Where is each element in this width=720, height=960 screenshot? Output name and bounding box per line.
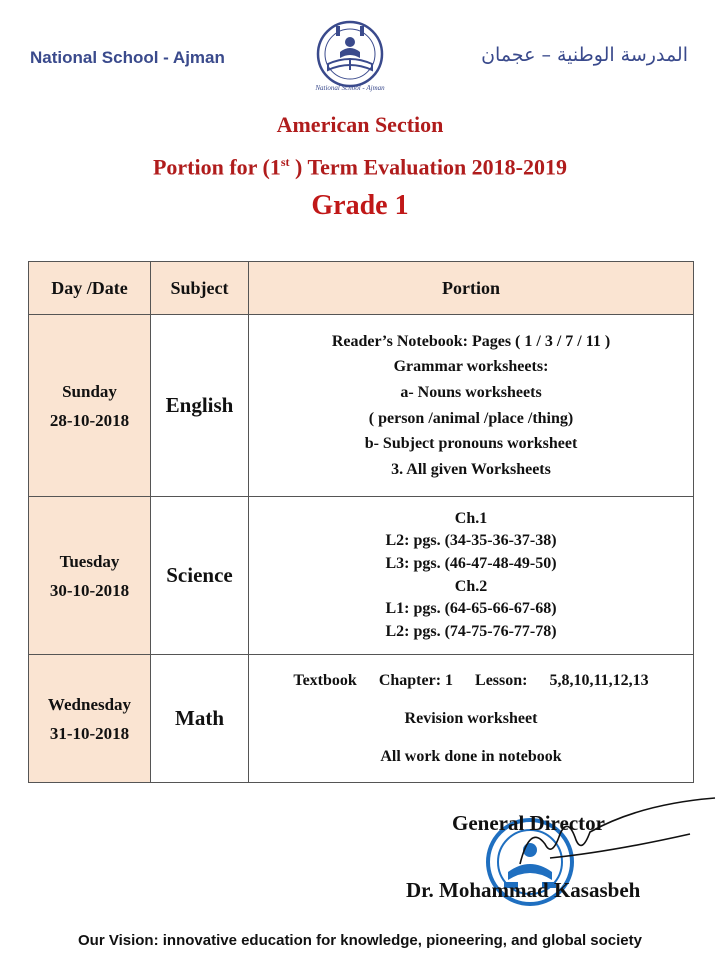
subject-cell: Math [151, 655, 249, 783]
header-portion: Portion [249, 262, 694, 315]
portion-line: L3: pgs. (46-47-48-49-50) [385, 554, 557, 572]
day-cell [29, 497, 151, 655]
day-cell [29, 315, 151, 497]
portion-line: L2: pgs. (34-35-36-37-38) [385, 532, 557, 550]
letterhead [0, 0, 720, 100]
chapter-label: Chapter: 1 [378, 671, 454, 689]
document-titles [0, 110, 720, 226]
day-date: 28-10-2018 [49, 410, 130, 430]
signature-name: Dr. Mohammad Kasasbeh [406, 878, 641, 902]
section-title: American Section [276, 112, 444, 137]
day-date: 30-10-2018 [49, 580, 130, 600]
portion-cell [249, 655, 694, 783]
logo-caption: National School - Ajman [315, 84, 385, 92]
signature-title: General Director [452, 811, 605, 835]
portion-line: b- Subject pronouns worksheet [364, 435, 578, 453]
portion-line: ( person /animal /place /thing) [368, 409, 574, 427]
handwritten-signature-icon [490, 794, 720, 884]
day-name: Wednesday [47, 694, 132, 714]
portion-line: L1: pgs. (64-65-66-67-68) [385, 600, 557, 618]
portion-line: Reader’s Notebook: Pages ( 1 / 3 / 7 / 11 ) [331, 332, 611, 350]
day-cell [29, 655, 151, 783]
subject-cell: English [151, 315, 249, 497]
portion-line: Ch.1 [454, 509, 488, 527]
table-row-science [29, 497, 694, 655]
portion-line: L2: pgs. (74-75-76-77-78) [385, 622, 557, 640]
lesson-label: Lesson: [475, 671, 528, 689]
subject-cell: Science [151, 497, 249, 655]
lesson-numbers: 5,8,10,11,12,13 [549, 671, 649, 689]
table-row-english [29, 315, 694, 497]
portion-line: Revision worksheet [404, 709, 538, 727]
portion-line: a- Nouns worksheets [400, 383, 542, 401]
portion-title [0, 144, 720, 186]
portion-title-sup: st [280, 155, 290, 169]
school-name-arabic: المدرسة الوطنية – عجمان [481, 44, 688, 66]
day-name: Sunday [62, 381, 117, 401]
portion-cell [249, 497, 694, 655]
portion-line: Ch.2 [454, 577, 488, 595]
portion-cell [249, 315, 694, 497]
header-day-date: Day /Date [29, 262, 151, 315]
portion-line: All work done in notebook [380, 747, 562, 765]
table-row-math [29, 655, 694, 783]
portion-line: Grammar worksheets: [393, 358, 549, 376]
day-date: 31-10-2018 [49, 723, 130, 743]
portion-table [28, 261, 694, 783]
school-name-english: National School - Ajman [30, 48, 225, 67]
portion-title-prefix: Portion for (1 [152, 154, 281, 180]
portion-title-suffix: ) Term Evaluation 2018-2019 [289, 154, 568, 180]
vision-footer: Our Vision: innovative education for knowledge, pioneering, and global society [78, 932, 642, 949]
textbook-label: Textbook [293, 671, 357, 689]
grade-title: Grade 1 [311, 190, 409, 221]
school-logo [308, 18, 392, 100]
portion-line-textbook [249, 662, 693, 700]
header-subject: Subject [151, 262, 249, 315]
portion-line: 3. All given Worksheets [391, 460, 551, 478]
table-header-row [29, 262, 694, 315]
day-name: Tuesday [59, 551, 120, 571]
